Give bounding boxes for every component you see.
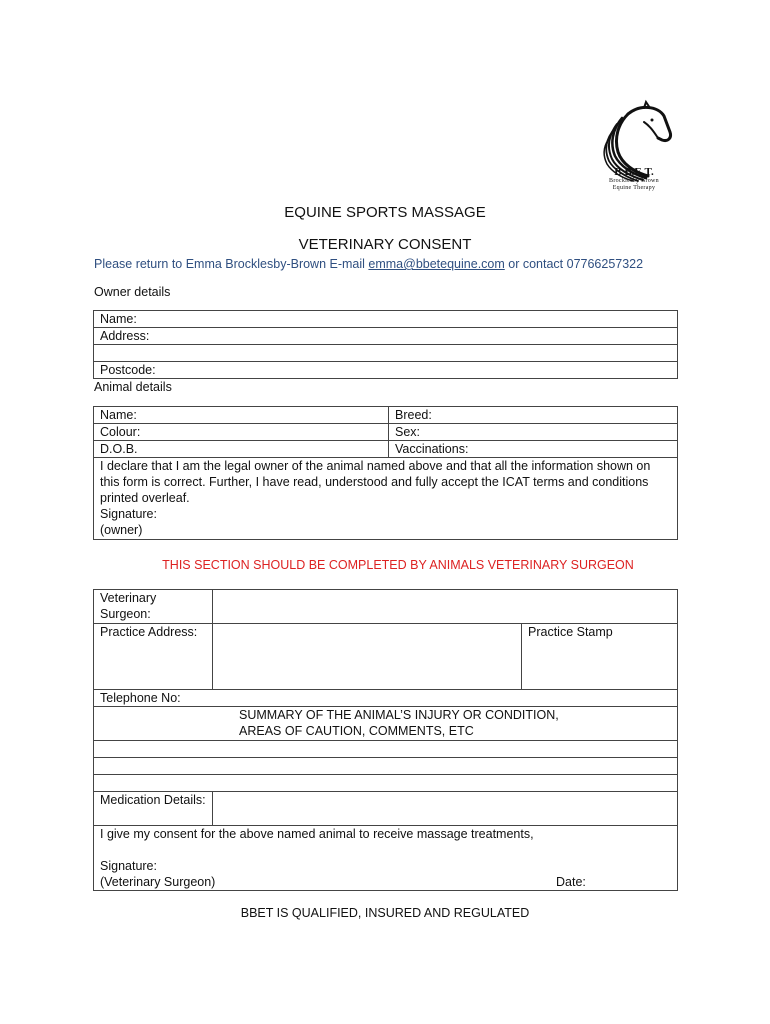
owner-name-field[interactable]: Name: [94, 311, 678, 328]
contact-suffix: or contact 07766257322 [504, 257, 644, 271]
owner-address-line-2[interactable] [94, 345, 678, 362]
summary-line-field-1[interactable] [94, 741, 678, 758]
owner-address-field[interactable]: Address: [94, 328, 678, 345]
vet-signature-label[interactable]: Signature: [100, 859, 157, 873]
medication-field[interactable] [213, 792, 678, 826]
owner-declaration-text: I declare that I am the legal owner of the animal named above and that all the information shown on this form is correct. Further, I have read, understood and fully accept the ICAT terms and conditions printed overleaf. [100, 459, 651, 505]
logo-subtitle [588, 178, 680, 192]
logo-line-2: Equine Therapy [612, 185, 656, 191]
logo-title: B.B.E.T. [614, 166, 654, 178]
vet-date-field[interactable]: Date: [556, 875, 586, 889]
animal-sex-field[interactable]: Sex: [389, 424, 678, 441]
owner-signature-label[interactable]: Signature: [100, 507, 157, 521]
summary-line-2: AREAS OF CAUTION, COMMENTS, ETC [239, 724, 474, 738]
animal-colour-field[interactable]: Colour: [94, 424, 389, 441]
contact-prefix: Please return to Emma Brocklesby-Brown E-mail [94, 257, 369, 271]
page-title: EQUINE SPORTS MASSAGE [284, 204, 486, 221]
animal-breed-field[interactable]: Breed: [389, 407, 678, 424]
owner-declaration-block [94, 458, 678, 540]
summary-line-1: SUMMARY OF THE ANIMAL’S INJURY OR CONDITION, [239, 708, 559, 722]
vet-table [93, 589, 678, 891]
practice-stamp-box[interactable]: Practice Stamp [522, 624, 678, 690]
footer-text: BBET IS QUALIFIED, INSURED AND REGULATED [240, 906, 530, 920]
vet-surgeon-field[interactable] [213, 590, 678, 624]
owner-signature-role: (owner) [100, 523, 143, 537]
contact-line [94, 257, 643, 271]
vet-consent-text: I give my consent for the above named animal to receive massage treatments, [100, 827, 534, 841]
summary-header [94, 707, 678, 741]
telephone-field[interactable]: Telephone No: [94, 690, 678, 707]
email-link[interactable]: emma@bbetequine.com [368, 257, 505, 271]
owner-table [93, 310, 678, 379]
animal-dob-field[interactable]: D.O.B. [94, 441, 389, 458]
owner-postcode-field[interactable]: Postcode: [94, 362, 678, 379]
page-subtitle: VETERINARY CONSENT [298, 236, 472, 253]
vet-consent-block [94, 826, 678, 891]
vet-signature-role: (Veterinary Surgeon) [100, 875, 216, 889]
medication-label: Medication Details: [94, 792, 213, 826]
animal-section-label: Animal details [94, 380, 172, 394]
animal-table [93, 406, 678, 540]
animal-name-field[interactable]: Name: [94, 407, 389, 424]
logo-line-1: Brocklesby Brown [609, 178, 659, 184]
practice-address-label: Practice Address: [94, 624, 213, 690]
vet-section-heading: THIS SECTION SHOULD BE COMPLETED BY ANIMALS VETERINARY SURGEON [162, 558, 634, 572]
summary-line-field-2[interactable] [94, 758, 678, 775]
vet-surgeon-label: Veterinary Surgeon: [94, 590, 213, 624]
practice-address-field[interactable] [213, 624, 522, 690]
owner-section-label: Owner details [94, 285, 171, 299]
summary-line-field-3[interactable] [94, 775, 678, 792]
animal-vaccinations-field[interactable]: Vaccinations: [389, 441, 678, 458]
